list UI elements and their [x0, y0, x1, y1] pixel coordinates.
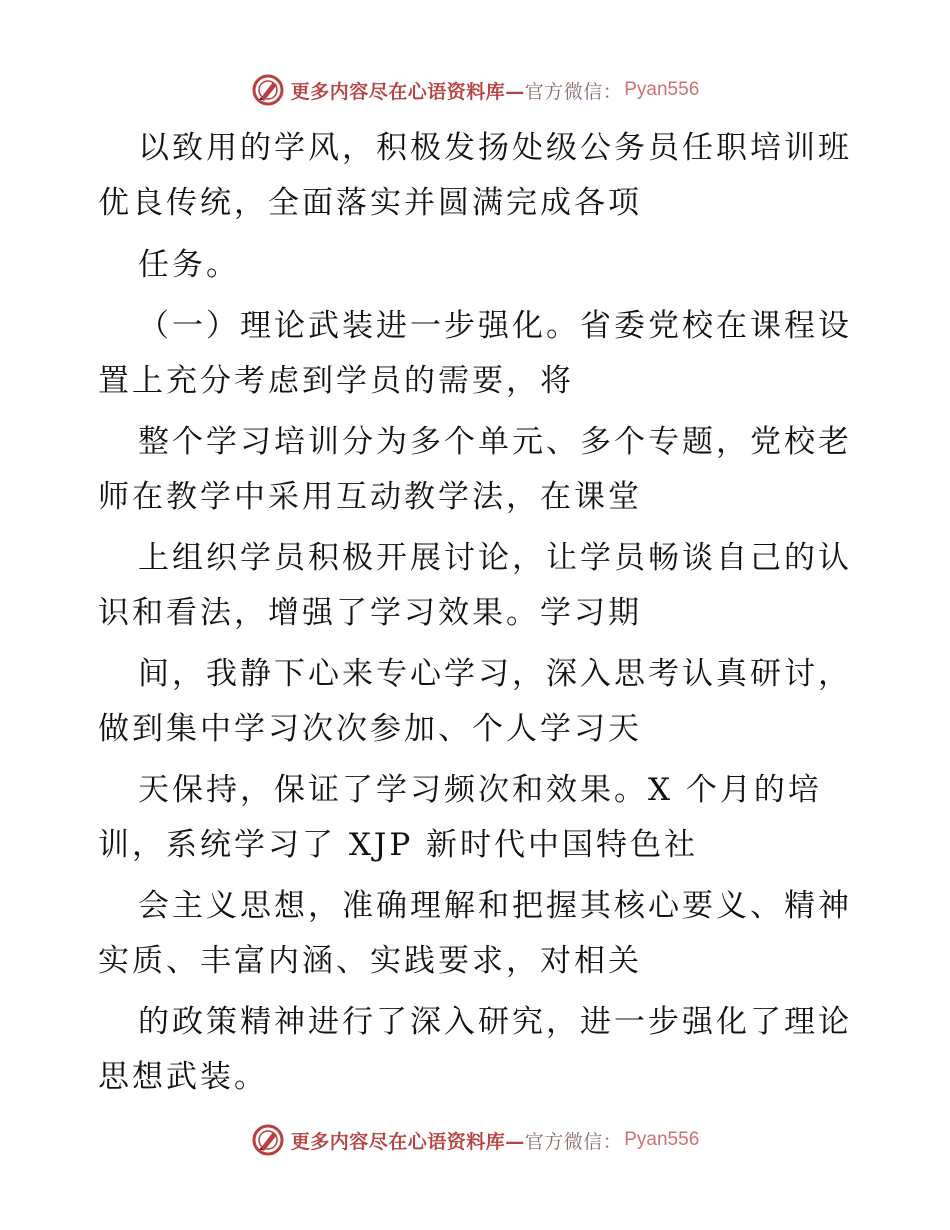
text-line: 置上充分考虑到学员的需要，将 — [98, 363, 574, 399]
text-line: 优良传统，全面落实并圆满完成各项 — [98, 185, 642, 221]
text-line: 实质、丰富内涵、实践要求，对相关 — [98, 943, 642, 979]
watermark-handle: Pyan556 — [624, 1129, 700, 1150]
text-line: 上组织学员积极开展讨论，让学员畅谈自己的认 — [138, 540, 852, 576]
watermark-banner-bottom — [0, 1120, 950, 1160]
text-line: 间，我静下心来专心学习，深入思考认真研讨， — [138, 656, 852, 692]
watermark-banner-top — [0, 70, 950, 110]
watermark-prefix: 更多内容尽在心语资料库— — [290, 1130, 525, 1153]
pen-emblem-icon — [251, 1123, 285, 1157]
text-line: 任务。 — [138, 247, 240, 283]
text-line: 师在教学中采用互动教学法，在课堂 — [98, 479, 642, 515]
watermark-official: 官方微信： — [524, 80, 623, 103]
text-line: 的政策精神进行了深入研究，进一步强化了理论 — [138, 1004, 852, 1040]
watermark-official: 官方微信： — [524, 1130, 623, 1153]
text-line: 识和看法，增强了学习效果。学习期 — [98, 595, 642, 631]
text-line: 以致用的学风，积极发扬处级公务员任职培训班 — [138, 130, 852, 166]
text-line: 整个学习培训分为多个单元、多个专题，党校老 — [138, 424, 852, 460]
text-line: 天保持，保证了学习频次和效果。X 个月的培 — [138, 772, 822, 808]
watermark-prefix: 更多内容尽在心语资料库— — [290, 80, 525, 103]
text-line: 做到集中学习次次参加、个人学习天 — [98, 711, 642, 747]
text-line: 会主义思想，准确理解和把握其核心要义、精神 — [138, 888, 852, 924]
text-line: （一）理论武装进一步强化。省委党校在课程设 — [138, 308, 852, 344]
text-line: 思想武装。 — [98, 1059, 268, 1095]
watermark-handle: Pyan556 — [624, 79, 700, 100]
text-line: 训，系统学习了 XJP 新时代中国特色社 — [98, 827, 699, 863]
pen-emblem-icon — [251, 73, 285, 107]
